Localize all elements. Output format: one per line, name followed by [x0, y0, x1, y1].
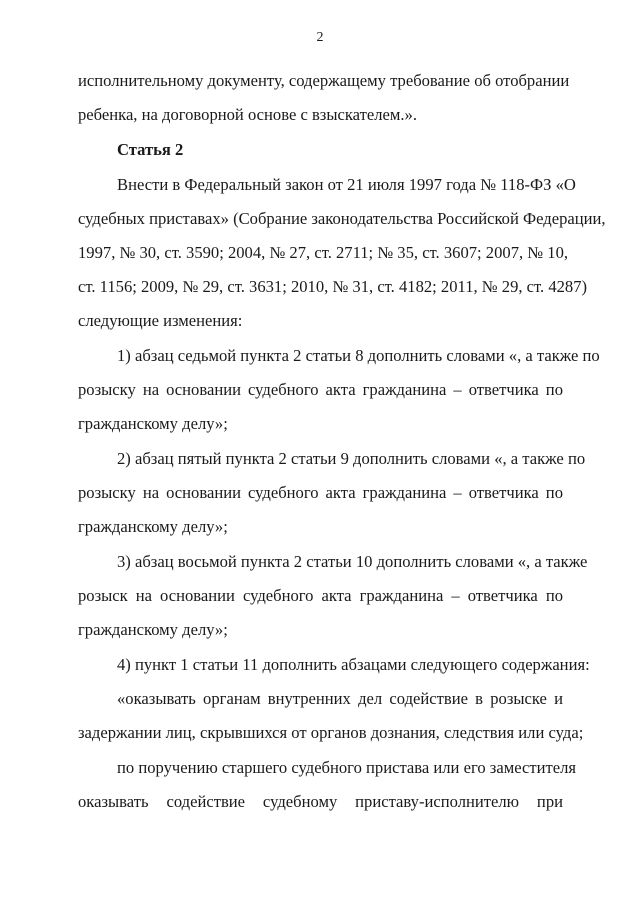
text-line: розыску на основании судебного акта гражданина – ответчика по: [78, 483, 563, 502]
text-line: ст. 1156; 2009, № 29, ст. 3631; 2010, № 31, ст. 4182; 2011, № 29, ст. 4287): [78, 277, 588, 296]
text-line: гражданскому делу»;: [78, 414, 228, 433]
text-line: 4) пункт 1 статьи 11 дополнить абзацами следующего содержания:: [117, 655, 590, 674]
text-line: 1997, № 30, ст. 3590; 2004, № 27, ст. 2711; № 35, ст. 3607; 2007, № 10,: [78, 243, 569, 262]
text-line: исполнительному документу, содержащему требование об отобрании: [78, 71, 570, 90]
text-line: ребенка, на договорной основе с взыскателем.».: [78, 105, 417, 124]
text-line: судебных приставах» (Собрание законодательства Российской Федерации,: [78, 209, 606, 228]
text-line: по поручению старшего судебного пристава или его заместителя: [117, 758, 577, 777]
text-line: следующие изменения:: [78, 311, 243, 330]
text-line: 1) абзац седьмой пункта 2 статьи 8 дополнить словами «, а также по: [117, 346, 600, 365]
text-line: гражданскому делу»;: [78, 517, 228, 536]
text-line: задержании лиц, скрывшихся от органов дознания, следствия или суда;: [78, 723, 584, 742]
text-line: 3) абзац восьмой пункта 2 статьи 10 дополнить словами «, а также: [117, 552, 588, 571]
text-line: гражданскому делу»;: [78, 620, 228, 639]
text-line: «оказывать органам внутренних дел содействие в розыске и: [117, 689, 563, 708]
page-number: 2: [316, 30, 324, 45]
text-line: оказывать содействие судебному приставу-исполнителю при: [78, 792, 563, 811]
text-line: розыск на основании судебного акта гражданина – ответчика по: [78, 586, 563, 605]
text-line: 2) абзац пятый пункта 2 статьи 9 дополнить словами «, а также по: [117, 449, 586, 468]
text-line: Внести в Федеральный закон от 21 июля 1997 года № 118-ФЗ «О: [117, 175, 576, 194]
text-line: розыску на основании судебного акта гражданина – ответчика по: [78, 380, 563, 399]
article-heading: Статья 2: [117, 140, 184, 159]
